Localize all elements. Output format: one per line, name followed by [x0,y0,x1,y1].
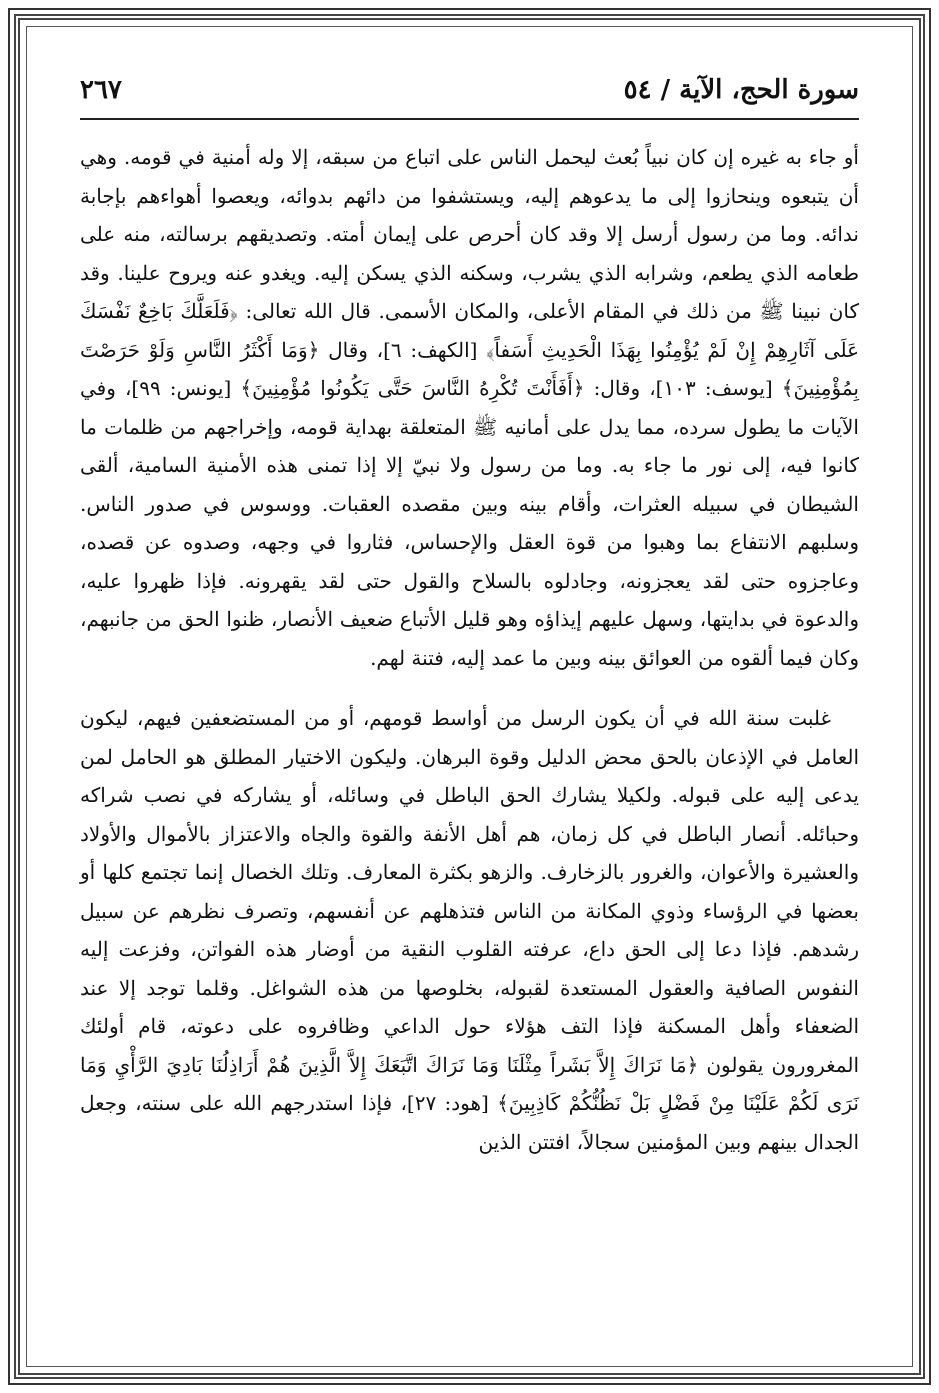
body-text [80,138,859,1161]
page-header [80,72,859,112]
running-title: سورة الحج، الآية / ٥٤ [623,75,859,105]
header-rule [80,118,859,120]
paragraph: غلبت سنة الله في أن يكون الرسل من أواسط قومهم، أو من المستضعفين فيهم، ليكون العامل في الإذعان بالحق محض الدليل وقوة البرهان. وليكون الاختيار المطلق هو الحامل لمن يدعى إليه على قبوله. ولكيلا يشارك الحق الباطل في وسائله، أو يشاركه في نصب شراكه وحبائله. أنصار الباطل في كل زمان، هم أهل الأنفة والقوة والجاه والاعتزاز بالأموال والأولاد والعشيرة والأعوان، والغرور بالزخارف. والزهو بكثرة المعارف. وتلك الخصال إنما تجتمع كلها أو بعضها في الرؤساء وذوي المكانة من الناس فتذهلهم عن أنفسهم، وتصرف نظرهم عن سبيل رشدهم. فإذا دعا إلى الحق داع، عرفته القلوب النقية من أوضار هذه الفواتن، وفزعت إليه النفوس الصافية والعقول المستعدة لقبوله، بخلوصها من هذه الشواغل. وقلما توجد إلا عند الضعفاء وأهل المسكنة فإذا التف هؤلاء حول الداعي وظافروه على دعوته، قام أولئك المغرورون يقولون ﴿مَا نَرَاكَ إِلاَّ بَشَراً مِثْلَنَا وَمَا نَرَاكَ اتَّبَعَكَ إِلاَّ الَّذِينَ هُمْ أَرَاذِلُنَا بَادِيَ الرَّأْيِ وَمَا نَرَى لَكُمْ عَلَيْنَا مِنْ فَضْلٍ بَلْ نَظُنُّكُمْ كَاذِبِينَ﴾ [هود: ٢٧]، فإذا استدرجهم الله على سنته، وجعل الجدال بينهم وبين المؤمنين سجالاً، افتتن الذين [80,706,859,1154]
page-number: ٢٦٧ [80,75,122,105]
paragraph: أو جاء به غيره إن كان نبياً بُعث ليحمل الناس على اتباع من سبقه، إلا وله أمنية في قومه. وهي أن يتبعوه وينحازوا إلى ما يدعوهم إليه، ويستشفوا من دائهم بدوائه، ويعصوا أهواءهم بإجابة ندائه. وما من رسول أرسل إلا وقد كان أحرص على إيمان أمته. وتصديقهم برسالته، منه على طعامه الذي يطعم، وشرابه الذي يشرب، وسكنه الذي يسكن إليه. ويغدو عنه ويروح علينا. وقد كان نبينا ﷺ من ذلك في المقام الأعلى، والمكان الأسمى. قال الله تعالى: ﴿فَلَعَلَّكَ بَاخِعٌ نَفْسَكَ عَلَى آثَارِهِمْ إِنْ لَمْ يُؤْمِنُوا بِهَذَا الْحَدِيثِ أَسَفاً﴾ [الكهف: ٦]، وقال ﴿وَمَا أَكْثَرُ النَّاسِ وَلَوْ حَرَصْتَ بِمُؤْمِنِينَ﴾ [يوسف: ١٠٣]، وقال: ﴿أَفَأَنْتَ تُكْرِهُ النَّاسَ حَتَّى يَكُونُوا مُؤْمِنِينَ﴾ [يونس: ٩٩]، وفي الآيات ما يطول سرده، مما يدل على أمانيه ﷺ المتعلقة بهداية قومه، وإخراجهم من ظلمات ما كانوا فيه، إلى نور ما جاء به. وما من رسول ولا نبيّ إلا إذا تمنى هذه الأمنية السامية، ألقى الشيطان في سبيله العثرات، وأقام بينه وبين مقصده العقبات. ووسوس في صدور الناس. وسلبهم الانتفاع بما وهبوا من قوة العقل والإحساس، فثاروا في وجهه، وصدوه عن قصده، وعاجزوه حتى لقد يعجزونه، وجادلوه بالسلاح والقول حتى لقد يقهرونه. فإذا ظهروا عليه، والدعوة في بدايتها، وسهل عليهم إيذاؤه وهو قليل الأتباع ضعيف الأنصار، ظنوا الحق من جانبهم، وكان فيما ألقوه من العوائق بينه وبين ما عمد إليه، فتنة لهم. [80,145,860,670]
